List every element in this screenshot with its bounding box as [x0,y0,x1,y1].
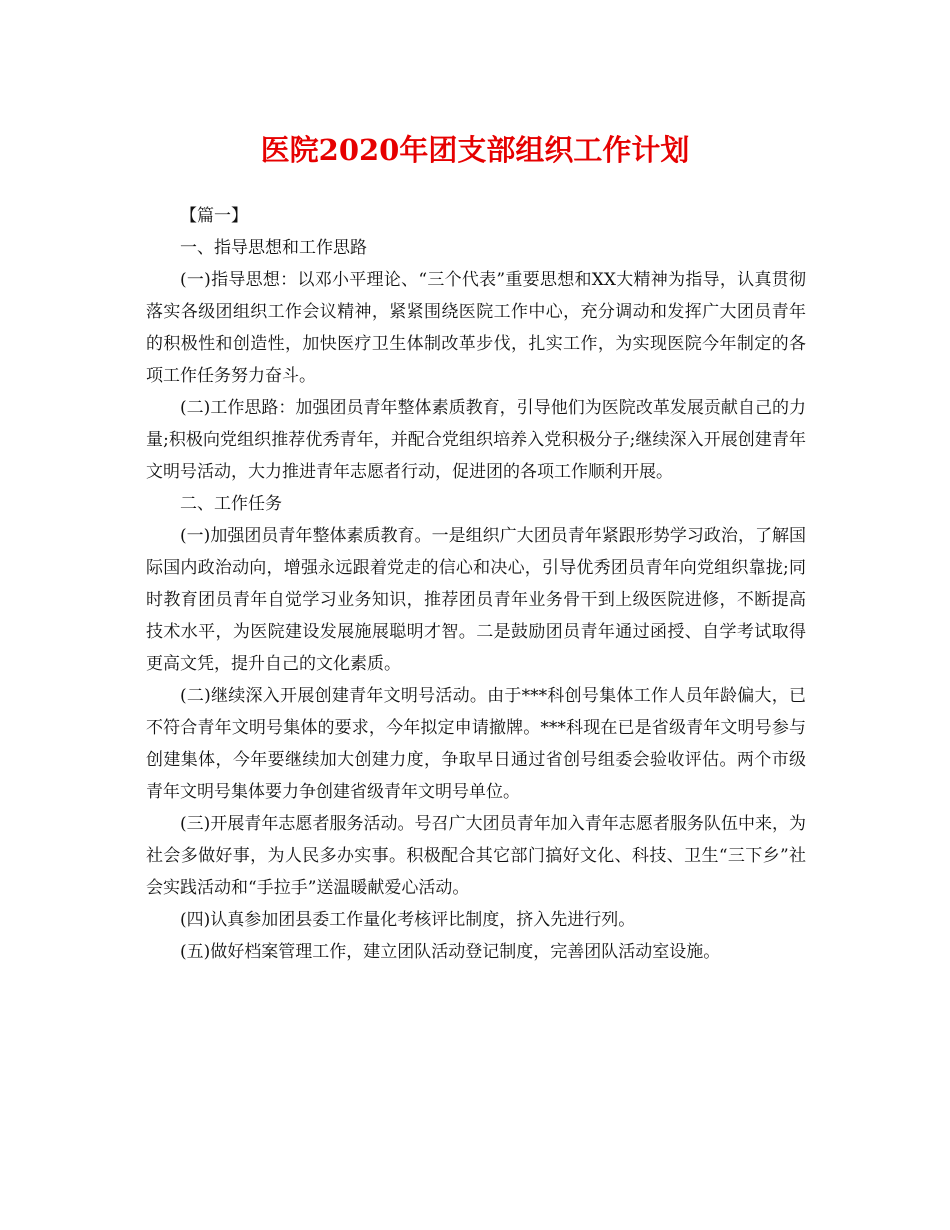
document-body [146,200,806,968]
section-marker-paragraph: 【篇一】 [180,206,248,226]
paragraph-task-2: (二)继续深入开展创建青年文明号活动。由于***科创号集体工作人员年龄偏大，已不符合青年文明号集体的要求，今年拟定申请撤牌。***科现在已是省级青年文明号参与创建集体，今年要继续加大创建力度，争取早日通过省创号组委会验收评估。两个市级青年文明号集体要力争创建省级青年文明号单位。 [146,686,806,802]
paragraph-guiding-thought: (一)指导思想：以邓小平理论、“三个代表”重要思想和XX大精神为指导，认真贯彻落实各级团组织工作会议精神，紧紧围绕医院工作中心，充分调动和发挥广大团员青年的积极性和创造性，加快医疗卫生体制改革步伐，扎实工作，为实现医院今年制定的各项工作任务努力奋斗。 [146,270,806,386]
paragraph-task-3: (三)开展青年志愿者服务活动。号召广大团员青年加入青年志愿者服务队伍中来，为社会多做好事，为人民多办实事。积极配合其它部门搞好文化、科技、卫生“三下乡”社会实践活动和“手拉手”送温暖献爱心活动。 [146,814,806,898]
paragraph-task-5: (五)做好档案管理工作，建立团队活动登记制度，完善团队活动室设施。 [180,942,721,962]
heading-work-tasks: 二、工作任务 [180,494,282,514]
paragraph-task-4: (四)认真参加团县委工作量化考核评比制度，挤入先进行列。 [180,910,636,930]
document-title: 医院2020年团支部组织工作计划 [260,133,690,167]
paragraph-work-approach: (二)工作思路：加强团员青年整体素质教育，引导他们为医院改革发展贡献自己的力量;积极向党组织推荐优秀青年，并配合党组织培养入党积极分子;继续深入开展创建青年文明号活动，大力推进青年志愿者行动，促进团的各项工作顺利开展。 [146,398,806,482]
heading-guiding-thought: 一、指导思想和工作思路 [180,238,367,258]
paragraph-task-1: (一)加强团员青年整体素质教育。一是组织广大团员青年紧跟形势学习政治，了解国际国内政治动向，增强永远跟着党走的信心和决心，引导优秀团员青年向党组织靠拢;同时教育团员青年自觉学习业务知识，推荐团员青年业务骨干到上级医院进修，不断提高技术水平，为医院建设发展施展聪明才智。二是鼓励团员青年通过函授、自学考试取得更高文凭，提升自己的文化素质。 [146,526,806,674]
